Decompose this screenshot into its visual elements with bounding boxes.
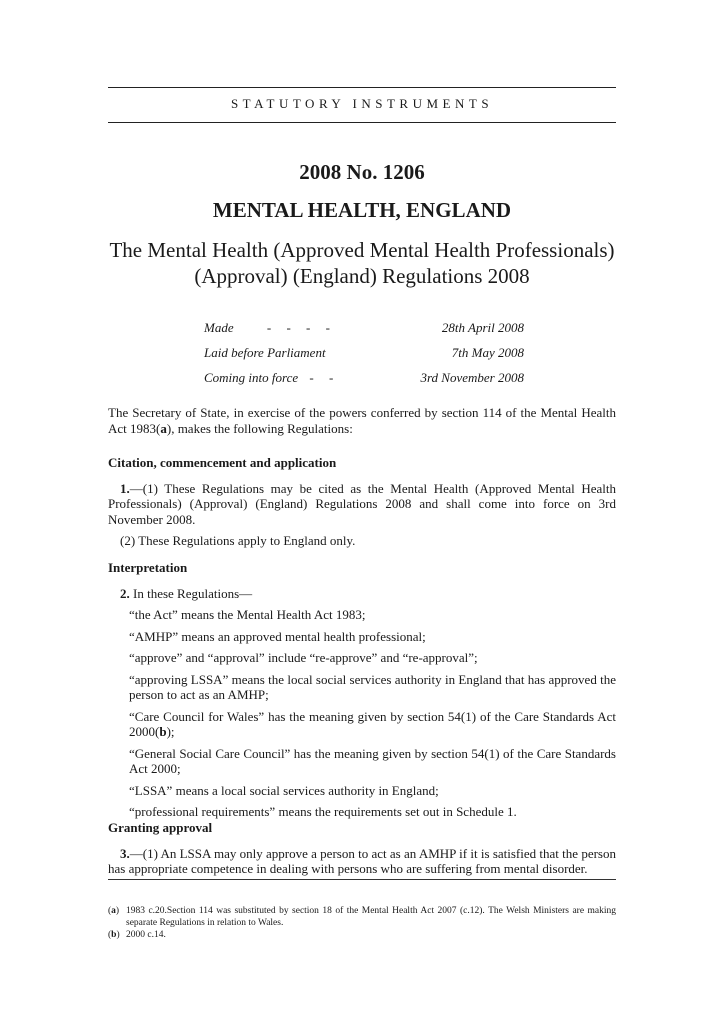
dates-table — [204, 318, 524, 393]
preamble: The Secretary of State, in exercise of the powers conferred by section 114 of the Mental Health Act 1983(a), makes the following Regulations: — [108, 405, 616, 436]
instrument-title — [108, 237, 616, 289]
footnote-label: (b) — [108, 930, 120, 940]
date-label: Laid before Parliament — [204, 345, 326, 360]
date-value: 7th May 2008 — [451, 345, 524, 360]
footnote-text: 2000 c.14. — [126, 930, 166, 940]
instrument-number: 2008 No. 1206 — [299, 160, 425, 184]
top-rule — [108, 87, 616, 88]
footnote-ref-b: b — [159, 724, 167, 739]
date-label: Coming into force - - — [204, 370, 340, 385]
footnote-a — [108, 905, 616, 929]
section-heading: Interpretation — [108, 560, 188, 575]
paragraph: (2) These Regulations apply to England only. — [120, 533, 356, 548]
section-heading: Granting approval — [108, 820, 213, 835]
definition: “LSSA” means a local social services authority in England; — [129, 782, 439, 798]
footnote-b — [108, 929, 616, 941]
footnote-label: (a) — [108, 906, 120, 916]
header-rule — [108, 122, 616, 123]
section-citation — [108, 455, 616, 549]
definition: “General Social Care Council” has the meaning given by section 54(1) of the Care Standards Act 2000; — [129, 745, 616, 776]
definition: “approving LSSA” means the local social services authority in England that has approved the person to act as an AMHP; — [129, 671, 616, 702]
definition: “Care Council for Wales” has the meaning given by section 54(1) of the Care Standards Act 2000(b); — [129, 708, 616, 739]
paragraph: 1.—(1) These Regulations may be cited as the Mental Health (Approved Mental Health Professionals) (Approval) (England) Regulations 2008 and shall come into force on 3rd November 2008. — [108, 480, 616, 527]
footnotes — [108, 905, 616, 941]
definition: “the Act” means the Mental Health Act 1983; — [129, 607, 366, 622]
date-row-coming-into-force — [204, 368, 524, 393]
section-granting — [108, 820, 616, 877]
date-value: 3rd November 2008 — [420, 370, 524, 385]
section-heading: Citation, commencement and application — [108, 455, 337, 470]
date-row-made — [204, 318, 524, 343]
title-line-1: The Mental Health (Approved Mental Health Professionals) — [109, 238, 615, 262]
footnote-text: 1983 c.20.Section 114 was substituted by section 18 of the Mental Health Act 2007 (c.12). The Welsh Ministers are making separate Regulations in relation to Wales. — [126, 906, 616, 928]
paragraph: 3.—(1) An LSSA may only approve a person to act as an AMHP if it is satisfied that the person has appropriate competence in dealing with persons who are suffering from mental disorder. — [108, 845, 616, 876]
date-label: Made - - - - — [204, 320, 336, 335]
definition: “approve” and “approval” include “re-approve” and “re-approval”; — [129, 650, 478, 665]
definition: “AMHP” means an approved mental health professional; — [129, 628, 426, 644]
title-line-2: (Approval) (England) Regulations 2008 — [194, 264, 530, 288]
footnote-ref-a: a — [160, 420, 167, 436]
footnote-rule — [108, 879, 616, 880]
definition: “professional requirements” means the requirements set out in Schedule 1. — [129, 804, 517, 819]
date-value: 28th April 2008 — [441, 320, 524, 335]
paragraph: 2. In these Regulations— — [120, 585, 253, 601]
date-row-laid — [204, 343, 524, 368]
section-interpretation — [108, 560, 616, 820]
series-heading: STATUTORY INSTRUMENTS — [230, 96, 494, 111]
instrument-subject: MENTAL HEALTH, ENGLAND — [212, 198, 512, 222]
